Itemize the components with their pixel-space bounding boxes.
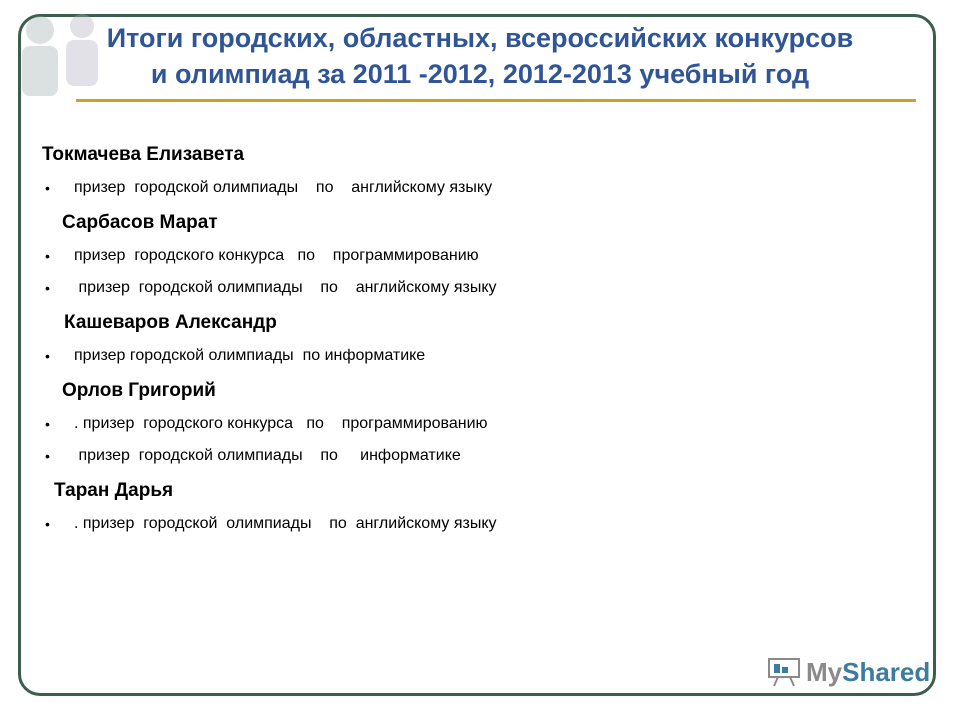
student-name: Орлов Григорий — [62, 380, 216, 401]
award-text: призер городской олимпиады по информатике — [74, 447, 461, 464]
bullet-icon: • — [45, 348, 50, 364]
watermark-text-blue: Shared — [842, 656, 931, 687]
title-underline — [76, 99, 916, 102]
winners-list — [40, 136, 880, 540]
list-item — [40, 172, 880, 204]
bullet-icon: • — [45, 448, 50, 464]
presentation-board-icon — [766, 656, 802, 688]
list-item — [40, 340, 880, 372]
list-item — [40, 440, 880, 472]
list-item — [40, 240, 880, 272]
bullet-icon: • — [45, 280, 50, 296]
bullet-icon: • — [45, 180, 50, 196]
watermark-text-gray: My — [806, 656, 843, 687]
myshared-watermark — [766, 652, 930, 692]
award-text: . призер городской олимпиады по английскому языку — [74, 515, 497, 532]
award-text: призер городской олимпиады по информатике — [74, 347, 426, 364]
list-item — [40, 508, 880, 540]
award-text: призер городской олимпиады по английскому языку — [74, 179, 493, 196]
list-item — [40, 272, 880, 304]
award-text: призер городского конкурса по программированию — [74, 247, 479, 264]
title-line-2: и олимпиад за 2011 -2012, 2012-2013 учебный год — [150, 59, 810, 89]
student-name: Кашеваров Александр — [64, 312, 277, 333]
bullet-icon: • — [45, 516, 50, 532]
watermark-text — [806, 657, 930, 688]
title-line-1: Итоги городских, областных, всероссийских конкурсов — [106, 23, 854, 53]
slide-title — [28, 20, 932, 92]
list-item — [40, 408, 880, 440]
bullet-icon: • — [45, 248, 50, 264]
student-name: Токмачева Елизавета — [42, 144, 245, 165]
award-text: призер городской олимпиады по английскому языку — [74, 279, 497, 296]
student-name: Сарбасов Марат — [62, 212, 218, 233]
student-name: Таран Дарья — [54, 480, 174, 501]
award-text: . призер городского конкурса по программированию — [74, 415, 488, 432]
bullet-icon: • — [45, 416, 50, 432]
